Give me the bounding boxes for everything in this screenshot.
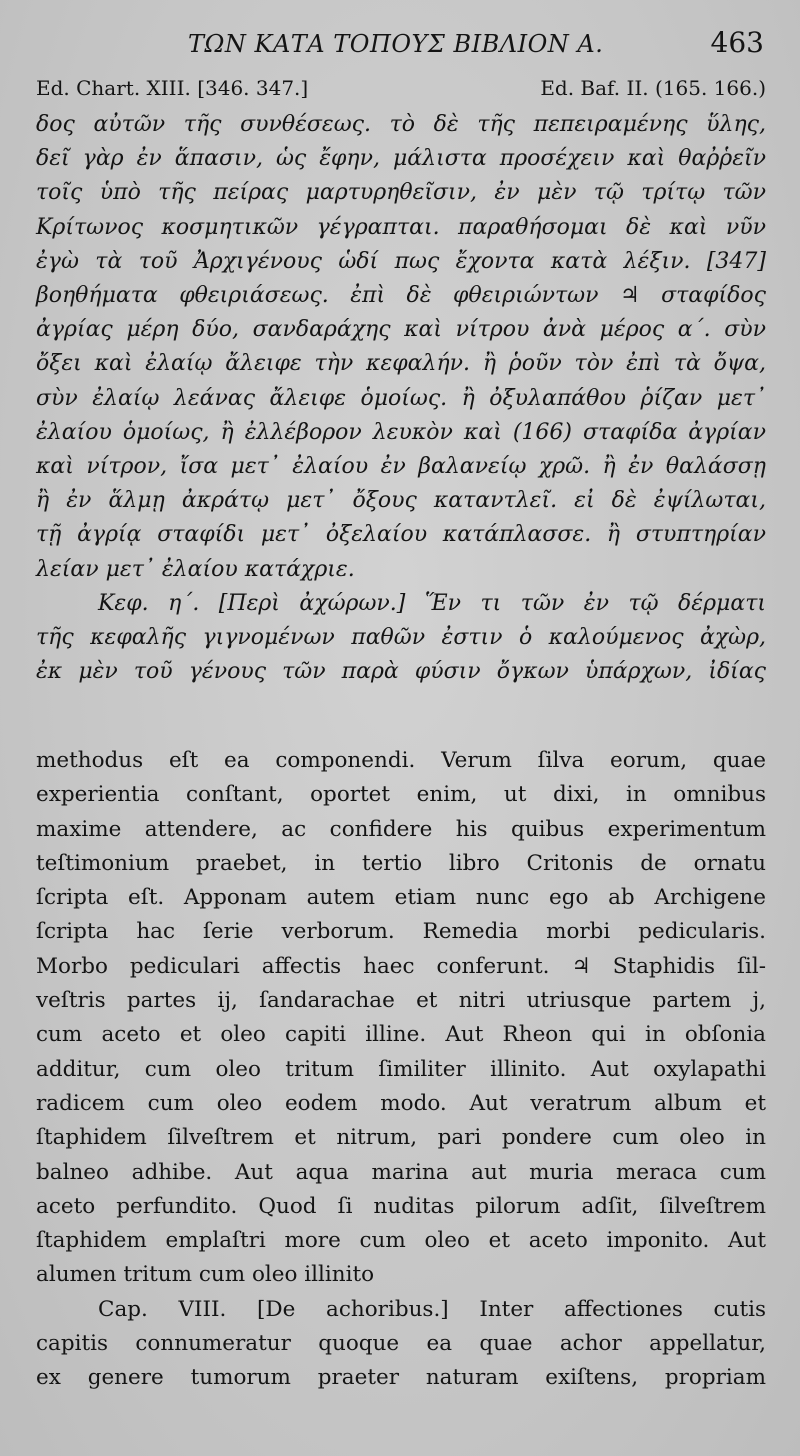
latin-line: aceto perfundito. Quod ſi nuditas pilorum adſit, ſilveſtrem [36, 1193, 766, 1219]
greek-line: τῆς κεφαλῆς γιγνομένων παθῶν ἐστιν ὁ καλούμενος ἀχὼρ, [36, 625, 766, 651]
greek-line: καὶ νίτρον, ἴσα μετ᾽ ἐλαίου ἐν βαλανείῳ χρῶ. ἢ ἐν θαλάσσῃ [36, 454, 766, 480]
latin-text-block [36, 744, 766, 1396]
latin-line: Morbo pediculari affectis haec conferunt. ♃ Staphidis ſil- [36, 953, 766, 979]
latin-line: maxime attendere, ac confidere his quibus experimentum [36, 816, 766, 842]
latin-line: cum aceto et oleo capiti illine. Aut Rheon qui in obſonia [36, 1022, 766, 1048]
latin-line: radicem cum oleo eodem modo. Aut veratrum album et [36, 1090, 766, 1116]
latin-line: experientia conſtant, oportet enim, ut dixi, in omnibus [36, 782, 766, 808]
edition-references [36, 76, 766, 110]
greek-line: βοηθήματα φθειριάσεως. ἐπὶ δὲ φθειριώντων ♃ σταφίδος [36, 283, 766, 309]
greek-line: ἀγρίας μέρη δύο, σανδαράχης καὶ νίτρου ἀνὰ μέρος α΄. σὺν [36, 317, 766, 343]
latin-line: veſtris partes ij, ſandarachae et nitri utriusque partem j, [36, 988, 766, 1014]
latin-line: ſtaphidem emplaſtri more cum oleo et aceto imponito. Aut [36, 1228, 766, 1254]
greek-line: ἐκ μὲν τοῦ γένους τῶν παρὰ φύσιν ὄγκων ὑπάρχων, ἰδίας [36, 659, 766, 685]
latin-line: methodus eſt ea componendi. Verum ſilva eorum, quae [36, 748, 766, 773]
latin-line: alumen tritum cum oleo illinito [36, 1262, 375, 1288]
greek-line: ὄξει καὶ ἐλαίῳ ἄλειφε τὴν κεφαλήν. ἢ ῥοῦν τὸν ἐπὶ τὰ ὄψα, [36, 351, 766, 377]
page-number: 463 [710, 26, 764, 59]
running-title: ΤΩΝ ΚΑΤΑ ΤΟΠΟΥΣ ΒΙΒΛΙΟΝ Α. [188, 30, 604, 58]
latin-line: ex genere tumorum praeter naturam exiſtens, propriam [36, 1365, 766, 1391]
greek-line: τῇ ἀγρίᾳ σταφίδι μετ᾽ ὀξελαίου κατάπλασσε. ἢ στυπτηρίαν [36, 522, 766, 548]
greek-text-block [36, 108, 766, 689]
latin-line: ſcripta eſt. Apponam autem etiam nunc ego ab Archigene [36, 885, 766, 911]
latin-line: teſtimonium praebet, in tertio libro Critonis de ornatu [36, 850, 766, 876]
greek-line: δεῖ γὰρ ἐν ἅπασιν, ὡς ἔφην, μάλιστα προσέχειν καὶ θαῤῥεῖν [36, 146, 766, 172]
latin-line: balneo adhibe. Aut aqua marina aut muria meraca cum [36, 1159, 766, 1185]
latin-line: ſtaphidem ſilveſtrem et nitrum, pari pondere cum oleo in [36, 1125, 766, 1151]
latin-chapter-heading-line: Cap. VIII. [De achoribus.] Inter affectiones cutis [98, 1296, 766, 1322]
greek-line: δος αὐτῶν τῆς συνθέσεως. τὸ δὲ τῆς πεπειραμένης ὕλης, [36, 112, 766, 137]
greek-line: ἐλαίου ὁμοίως, ἢ ἐλλέβορον λευκὸν καὶ (166) σταφίδα ἀγρίαν [36, 419, 766, 445]
greek-line: λείαν μετ᾽ ἐλαίου κατάχριε. [36, 556, 355, 582]
basel-edition-ref: Ed. Baf. II. (165. 166.) [540, 76, 766, 100]
chartier-edition-ref: Ed. Chart. XIII. [346. 347.] [36, 76, 309, 100]
greek-chapter-heading-line: Κεφ. η΄. [Περὶ ἀχώρων.] Ἕν τι τῶν ἐν τῷ δέρματι [98, 590, 766, 616]
greek-line: τοῖς ὑπὸ τῆς πείρας μαρτυρηθεῖσιν, ἐν μὲν τῷ τρίτῳ τῶν [36, 180, 766, 206]
latin-line: additur, cum oleo tritum ſimiliter illinito. Aut oxylapathi [36, 1056, 766, 1082]
greek-line: Κρίτωνος κοσμητικῶν γέγραπται. παραθήσομαι δὲ καὶ νῦν [36, 214, 766, 240]
latin-line: capitis connumeratur quoque ea quae achor appellatur, [36, 1331, 766, 1357]
greek-line: ἢ ἐν ἅλμῃ ἀκράτῳ μετ᾽ ὄξους καταντλεῖ. εἰ δὲ ἐψίλωται, [36, 488, 766, 514]
greek-line: ἐγὼ τὰ τοῦ Ἀρχιγένους ὡδί πως ἔχοντα κατὰ λέξιν. [347] [36, 248, 766, 274]
running-head [38, 26, 766, 66]
latin-line: ſcripta hac ſerie verborum. Remedia morbi pedicularis. [36, 919, 766, 945]
greek-line: σὺν ἐλαίῳ λεάνας ἄλειφε ὁμοίως. ἢ ὀξυλαπάθου ῥίζαν μετ᾽ [36, 385, 766, 411]
